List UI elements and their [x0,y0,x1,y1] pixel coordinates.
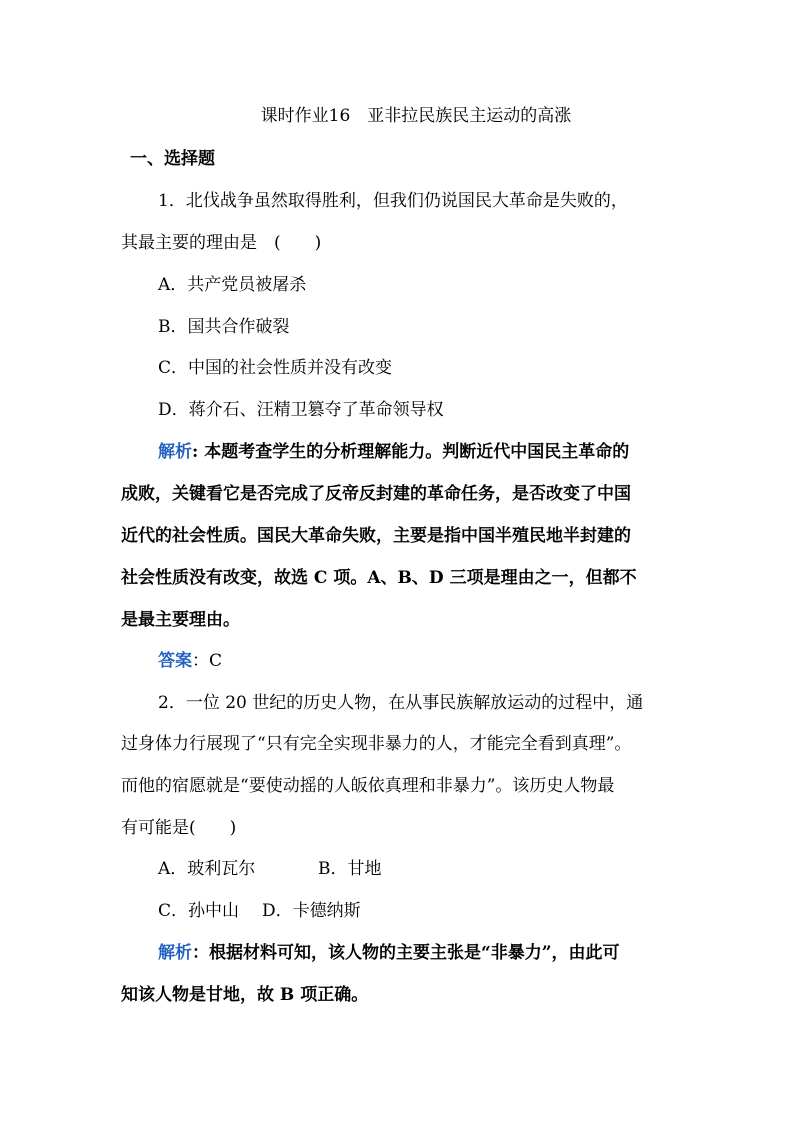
q2-option-a: A．玻利瓦尔 [158,859,256,879]
q1-answer-value: ：C [192,651,223,671]
q1-analysis-line2: 成败，关键看它是否完成了反帝反封建的革命任务，是否改变了中国 [121,484,631,504]
q2-stem-line1: 2．一位 20 世纪的历史人物，在从事民族解放运动的过程中，通 [158,693,644,713]
page-title: 课时作业16 亚非拉民族民主运动的高涨 [260,106,572,126]
q1-stem-line1: 1．北伐战争虽然取得胜利，但我们仍说国民大革命是失败的， [158,191,628,211]
q1-answer [158,650,222,672]
q1-analysis-line4: 社会性质没有改变，故选 C 项。A、B、D 三项是理由之一，但都不 [121,568,637,588]
q2-stem-line2: 过身体力行展现了“只有完全实现非暴力的人，才能完全看到真理”。 [121,734,632,754]
q2-analysis-text1: ：根据材料可知，该人物的主要主张是“非暴力”，由此可 [192,943,620,963]
q1-option-a: A．共产党员被屠杀 [158,275,307,295]
q2-stem-line3: 而他的宿愿就是“要使动摇的人皈依真理和非暴力”。该历史人物最 [121,776,615,796]
q1-analysis-line5: 是最主要理由。 [121,610,240,630]
q1-analysis-line1 [158,441,629,463]
q2-analysis-line2: 知该人物是甘地，故 B 项正确。 [121,985,369,1005]
section-heading: 一、选择题 [130,149,215,169]
q1-answer-label: 答案 [158,651,192,671]
q1-option-c: C．中国的社会性质并没有改变 [158,358,393,378]
q2-option-b: B．甘地 [318,859,382,879]
q2-analysis-line1 [158,942,620,964]
q2-option-d: D．卡德纳斯 [262,901,361,921]
q1-analysis-line3: 近代的社会性质。国民大革命失败，主要是指中国半殖民地半封建的 [121,526,631,546]
q2-option-c: C．孙中山 [158,901,240,921]
q2-analysis-label: 解析 [158,943,192,963]
q1-option-d: D．蒋介石、汪精卫篡夺了革命领导权 [158,400,444,420]
q1-stem-line2: 其最主要的理由是 ( ) [121,233,322,253]
q1-analysis-label: 解析 [158,442,192,462]
q1-analysis-text1: : 本题考查学生的分析理解能力。判断近代中国民主革命的 [192,442,630,462]
q2-stem-line4: 有可能是( ) [121,818,237,838]
q1-option-b: B．国共合作破裂 [158,317,290,337]
